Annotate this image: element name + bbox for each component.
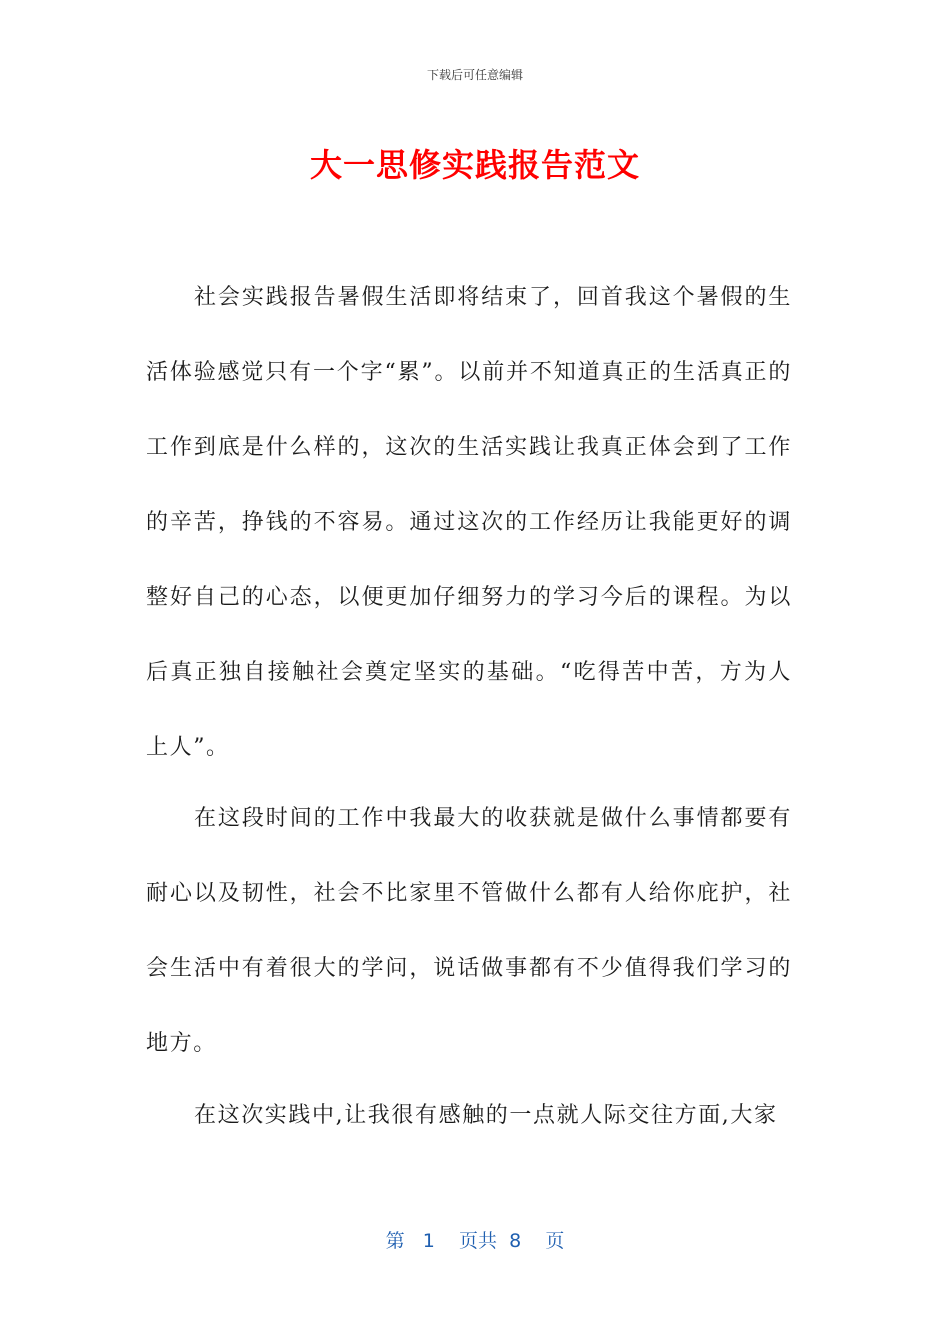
page-middle: 页共 xyxy=(459,1230,498,1252)
paragraph-3: 在这次实践中,让我很有感触的一点就人际交往方面,大家 xyxy=(194,1103,778,1128)
header-note: 下载后可任意编辑 xyxy=(426,68,523,82)
page-number-footer xyxy=(0,1226,950,1253)
page-current: 1 xyxy=(422,1230,435,1252)
document-title: 大一思修实践报告范文 xyxy=(309,146,640,184)
page-suffix: 页 xyxy=(545,1230,565,1252)
paragraph-1: 社会实践报告暑假生活即将结束了，回首我这个暑假的生活体验感觉只有一个字“累”。以前并不知道真正的生活真正的工作到底是什么样的，这次的生活实践让我真正体会到了工作的辛苦，挣钱的不容易。通过这次的工作经历让我能更好的调整好自己的心态，以便更加仔细努力的学习今后的课程。为以后真正独自接触社会奠定坚实的基础。“吃得苦中苦，方为人上人”。 xyxy=(146,285,792,760)
paragraph-2: 在这段时间的工作中我最大的收获就是做什么事情都要有耐心以及韧性，社会不比家里不管做什么都有人给你庇护，社会生活中有着很大的学问，说话做事都有不少值得我们学习的地方。 xyxy=(146,806,792,1056)
page-prefix: 第 xyxy=(385,1230,405,1252)
page-total: 8 xyxy=(509,1230,522,1252)
